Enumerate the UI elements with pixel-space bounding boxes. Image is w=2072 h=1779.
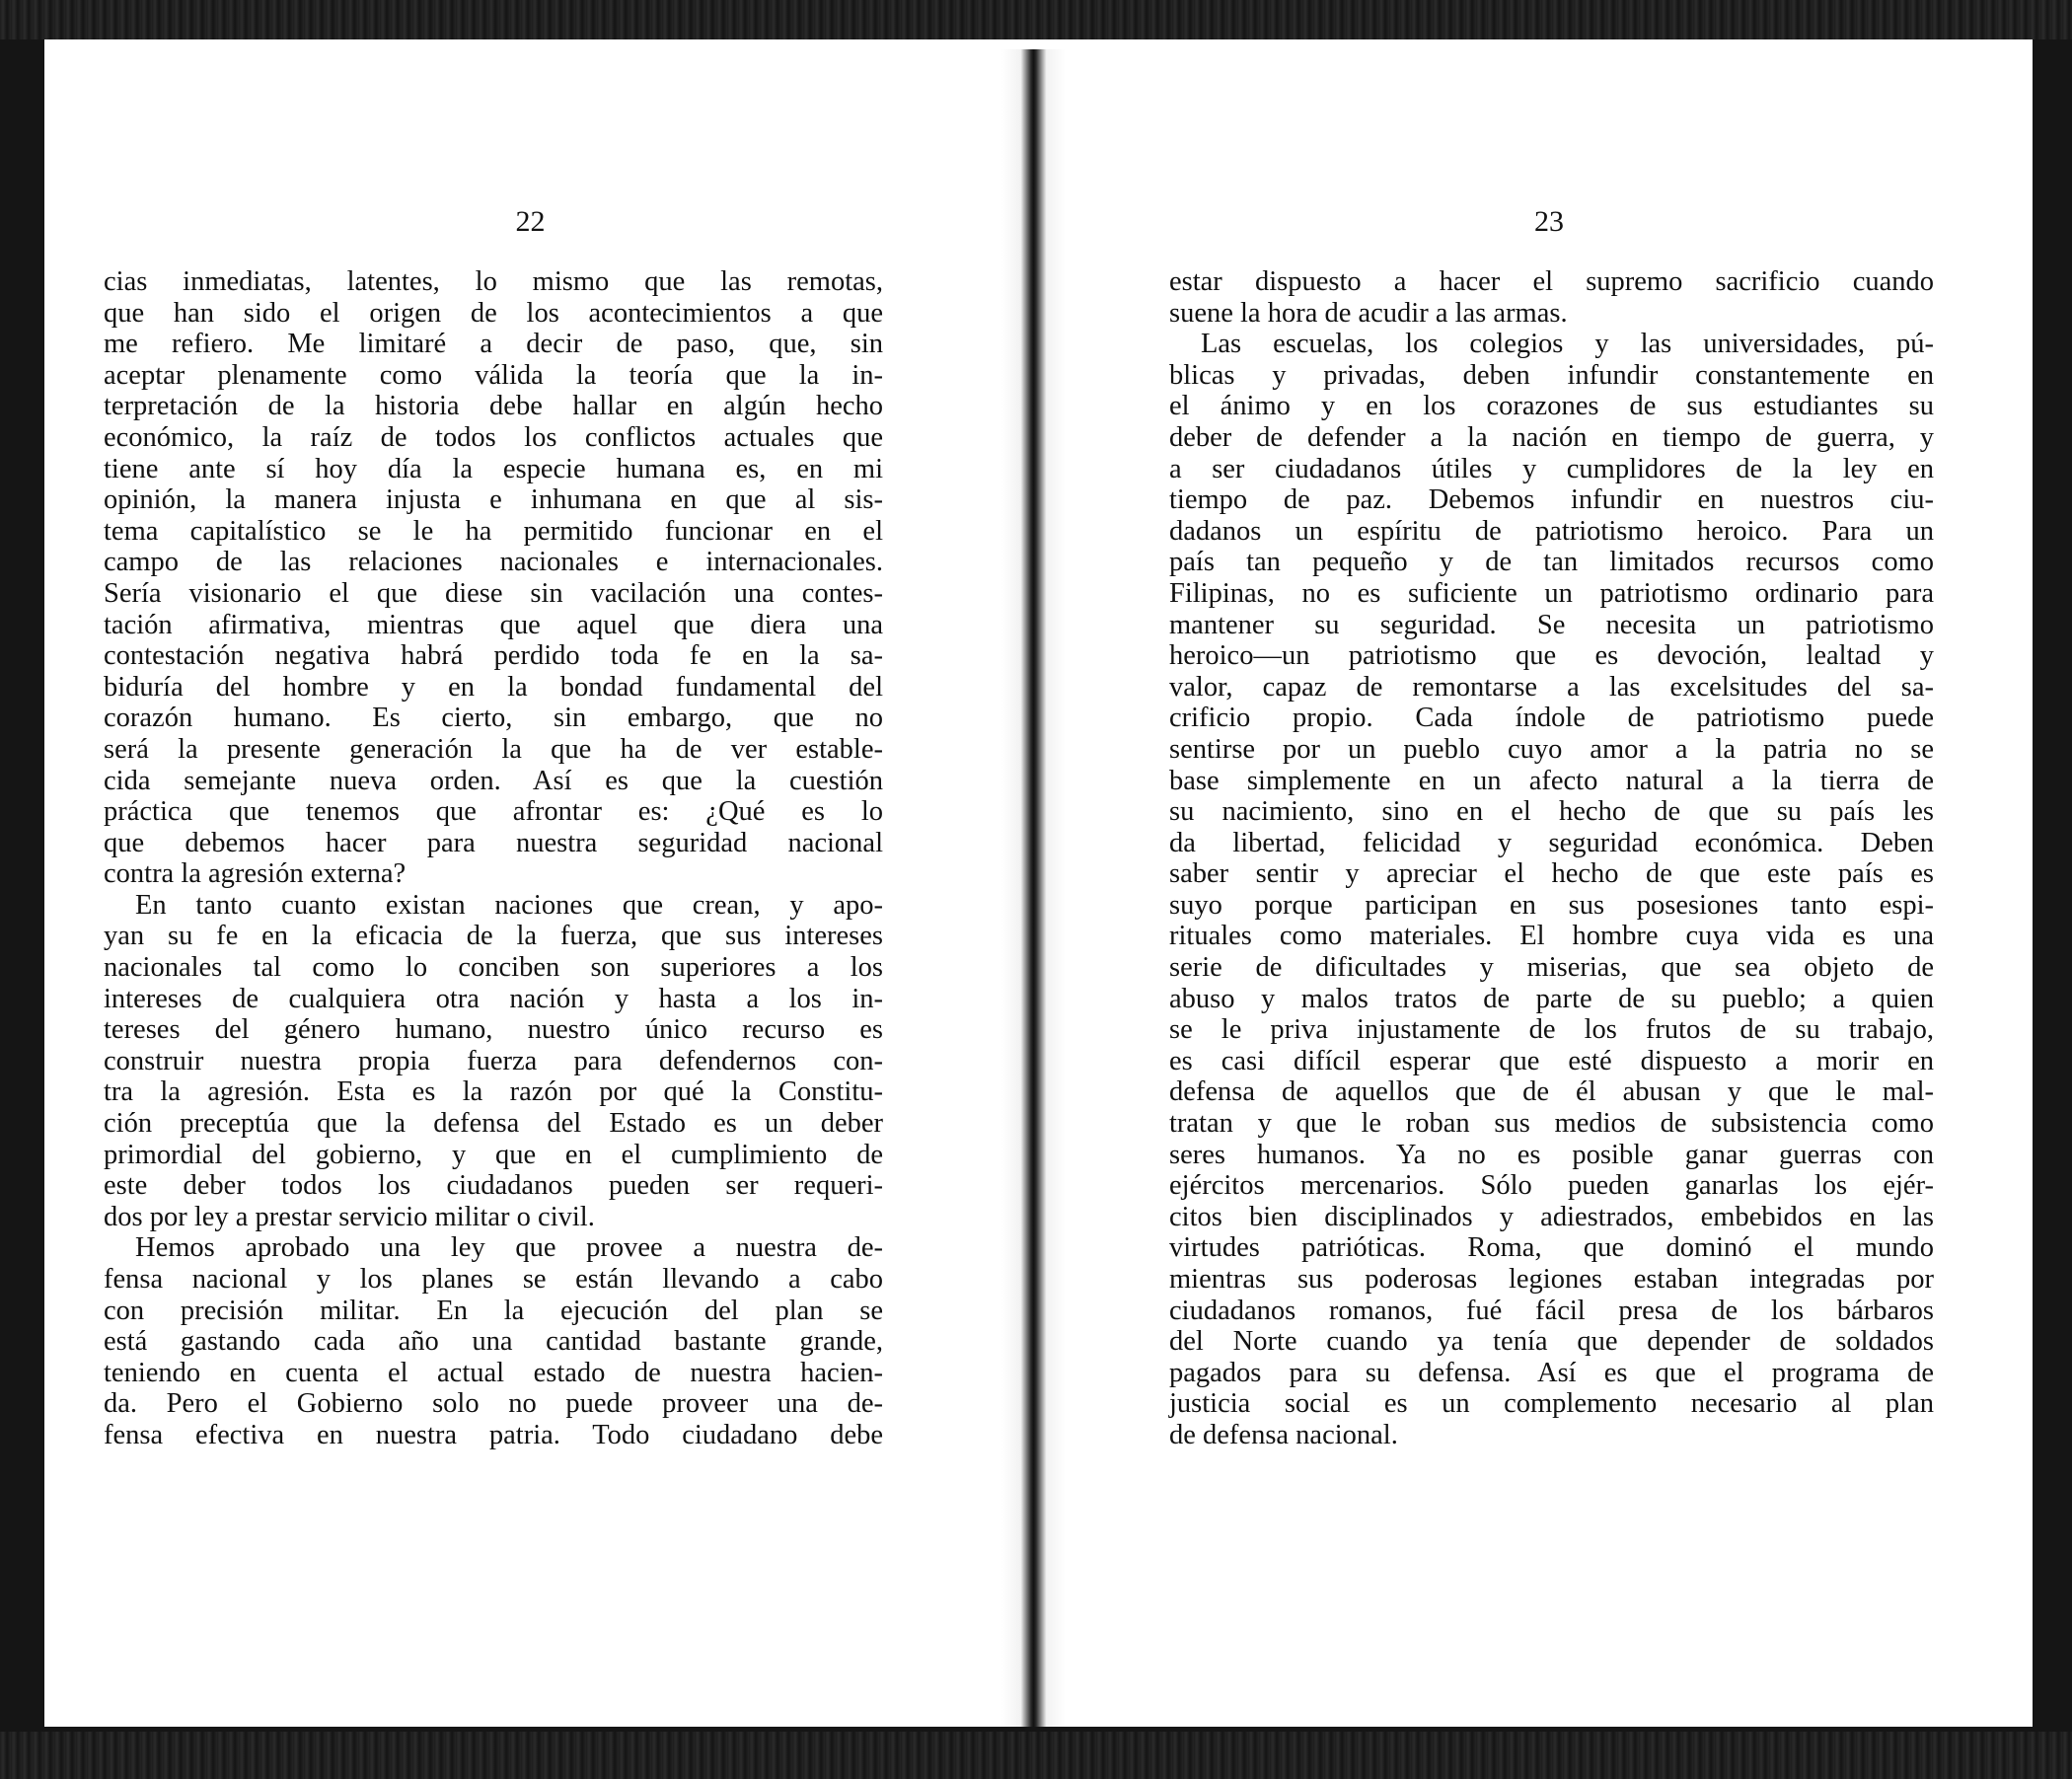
text-line: el ánimo y en los corazones de sus estudiantes su (1169, 391, 1934, 422)
text-line: base simplemente en un afecto natural a la tierra de (1169, 765, 1934, 796)
text-line: económico, la raíz de todos los conflictos actuales que (104, 421, 883, 453)
text-line: virtudes patrióticas. Roma, que dominó el mundo (1169, 1232, 1934, 1264)
text-line: defensa de aquellos que de él abusan y que le mal- (1169, 1076, 1934, 1108)
left-page (44, 39, 1016, 1727)
text-line: que debemos hacer para nuestra seguridad nacional (104, 827, 883, 858)
text-line: heroico—un patriotismo que es devoción, lealtad y (1169, 640, 1934, 672)
text-line: será la presente generación la que ha de ver estable- (104, 733, 883, 765)
text-line: cida semejante nueva orden. Así es que la cuestión (104, 765, 883, 796)
text-line: teniendo en cuenta el actual estado de nuestra hacien- (104, 1357, 883, 1388)
text-line: blicas y privadas, deben infundir constantemente en (1169, 359, 1934, 391)
text-line: rituales como materiales. El hombre cuya vida es una (1169, 921, 1934, 952)
text-line: fensa efectiva en nuestra patria. Todo ciudadano debe (104, 1419, 883, 1450)
page-number-right: 23 (1534, 205, 1564, 238)
text-line: abuso y malos tratos de parte de su pueblo; a quien (1169, 983, 1934, 1014)
text-line: dadanos un espíritu de patriotismo heroico. Para un (1169, 515, 1934, 547)
scan-border-top (0, 0, 2072, 39)
text-line: ejércitos mercenarios. Sólo pueden ganarlas los ejér- (1169, 1170, 1934, 1202)
text-line: fensa nacional y los planes se están llevando a cabo (104, 1264, 883, 1295)
text-line: ciudadanos romanos, fué fácil presa de los bárbaros (1169, 1295, 1934, 1326)
text-line: En tanto cuanto existan naciones que crean, y apo- (135, 889, 883, 921)
open-book (44, 39, 2033, 1727)
text-line: da. Pero el Gobierno solo no puede proveer una de- (104, 1388, 883, 1420)
text-line: de defensa nacional. (1169, 1419, 1398, 1450)
right-page (1066, 39, 2033, 1727)
text-line: citos bien disciplinados y adiestrados, embebidos en las (1169, 1201, 1934, 1232)
text-line: mientras sus poderosas legiones estaban integradas por (1169, 1264, 1934, 1295)
text-line: opinión, la manera injusta e inhumana en que al sis- (104, 484, 883, 516)
text-line: con precisión militar. En la ejecución del plan se (104, 1295, 883, 1326)
text-line: Filipinas, no es suficiente un patriotismo ordinario para (1169, 577, 1934, 609)
text-line: tra la agresión. Esta es la razón por qué la Constitu- (104, 1076, 883, 1108)
text-line: tación afirmativa, mientras que aquel que diera una (104, 609, 883, 640)
text-line: valor, capaz de remontarse a las excelsitudes del sa- (1169, 671, 1934, 703)
text-line: tema capitalístico se le ha permitido funcionar en el (104, 515, 883, 547)
text-line: mantener su seguridad. Se necesita un patriotismo (1169, 609, 1934, 640)
text-line: serie de dificultades y miserias, que sea objeto de (1169, 952, 1934, 984)
text-line: contestación negativa habrá perdido toda fe en la sa- (104, 640, 883, 672)
text-line: terpretación de la historia debe hallar en algún hecho (104, 391, 883, 422)
text-line: biduría del hombre y en la bondad fundamental del (104, 671, 883, 703)
text-line: me refiero. Me limitaré a decir de paso, que, sin (104, 329, 883, 360)
text-line: crificio propio. Cada índole de patriotismo puede (1169, 703, 1934, 734)
text-line: tratan y que le roban sus medios de subsistencia como (1169, 1108, 1934, 1140)
text-line: campo de las relaciones nacionales e internacionales. (104, 547, 883, 578)
text-line: deber de defender a la nación en tiempo de guerra, y (1169, 421, 1934, 453)
text-line: construir nuestra propia fuerza para defendernos con- (104, 1045, 883, 1076)
text-line: suyo porque participan en sus posesiones tanto espi- (1169, 889, 1934, 921)
text-line: yan su fe en la eficacia de la fuerza, que sus intereses (104, 921, 883, 952)
text-line: saber sentir y apreciar el hecho de que este país es (1169, 858, 1934, 890)
text-line: tiene ante sí hoy día la especie humana es, en mi (104, 453, 883, 484)
text-line: del Norte cuando ya tenía que depender de soldados (1169, 1326, 1934, 1358)
text-line: dos por ley a prestar servicio militar o civil. (104, 1201, 595, 1232)
page-number-left: 22 (515, 205, 546, 238)
text-line: corazón humano. Es cierto, sin embargo, que no (104, 703, 883, 734)
text-line: Las escuelas, los colegios y las universidades, pú- (1201, 329, 1934, 360)
text-line: Sería visionario el que diese sin vacilación una contes- (104, 577, 883, 609)
text-line: este deber todos los ciudadanos pueden ser requeri- (104, 1170, 883, 1202)
text-line: suene la hora de acudir a las armas. (1169, 297, 1568, 329)
text-line: justicia social es un complemento necesario al plan (1169, 1388, 1934, 1420)
text-line: pagados para su defensa. Así es que el programa de (1169, 1357, 1934, 1388)
text-line: primordial del gobierno, y que en el cumplimiento de (104, 1139, 883, 1170)
text-line: contra la agresión externa? (104, 858, 407, 890)
text-line: está gastando cada año una cantidad bastante grande, (104, 1326, 883, 1358)
scan-border-bottom (0, 1732, 2072, 1779)
text-line: es casi difícil esperar que esté dispuesto a morir en (1169, 1045, 1934, 1076)
text-line: nacionales tal como lo conciben son superiores a los (104, 952, 883, 984)
text-line: seres humanos. Ya no es posible ganar guerras con (1169, 1139, 1934, 1170)
text-line: a ser ciudadanos útiles y cumplidores de la ley en (1169, 453, 1934, 484)
text-line: que han sido el origen de los acontecimientos a que (104, 297, 883, 329)
text-line: tiempo de paz. Debemos infundir en nuestros ciu- (1169, 484, 1934, 516)
text-line: país tan pequeño y de tan limitados recursos como (1169, 547, 1934, 578)
text-line: ción preceptúa que la defensa del Estado es un deber (104, 1108, 883, 1140)
text-line: da libertad, felicidad y seguridad económica. Deben (1169, 827, 1934, 858)
text-line: sentirse por un pueblo cuyo amor a la patria no se (1169, 733, 1934, 765)
text-line: cias inmediatas, latentes, lo mismo que las remotas, (104, 266, 883, 297)
text-line: aceptar plenamente como válida la teoría que la in- (104, 359, 883, 391)
text-line: Hemos aprobado una ley que provee a nuestra de- (135, 1232, 883, 1264)
text-line: su nacimiento, sino en el hecho de que su país les (1169, 796, 1934, 828)
right-page-text (1169, 266, 1934, 1451)
left-page-text (104, 266, 883, 1451)
text-line: se le priva injustamente de los frutos de su trabajo, (1169, 1014, 1934, 1046)
text-line: estar dispuesto a hacer el supremo sacrificio cuando (1169, 266, 1934, 297)
text-line: práctica que tenemos que afrontar es: ¿Qué es lo (104, 796, 883, 828)
text-line: intereses de cualquiera otra nación y hasta a los in- (104, 983, 883, 1014)
text-line: tereses del género humano, nuestro único recurso es (104, 1014, 883, 1046)
